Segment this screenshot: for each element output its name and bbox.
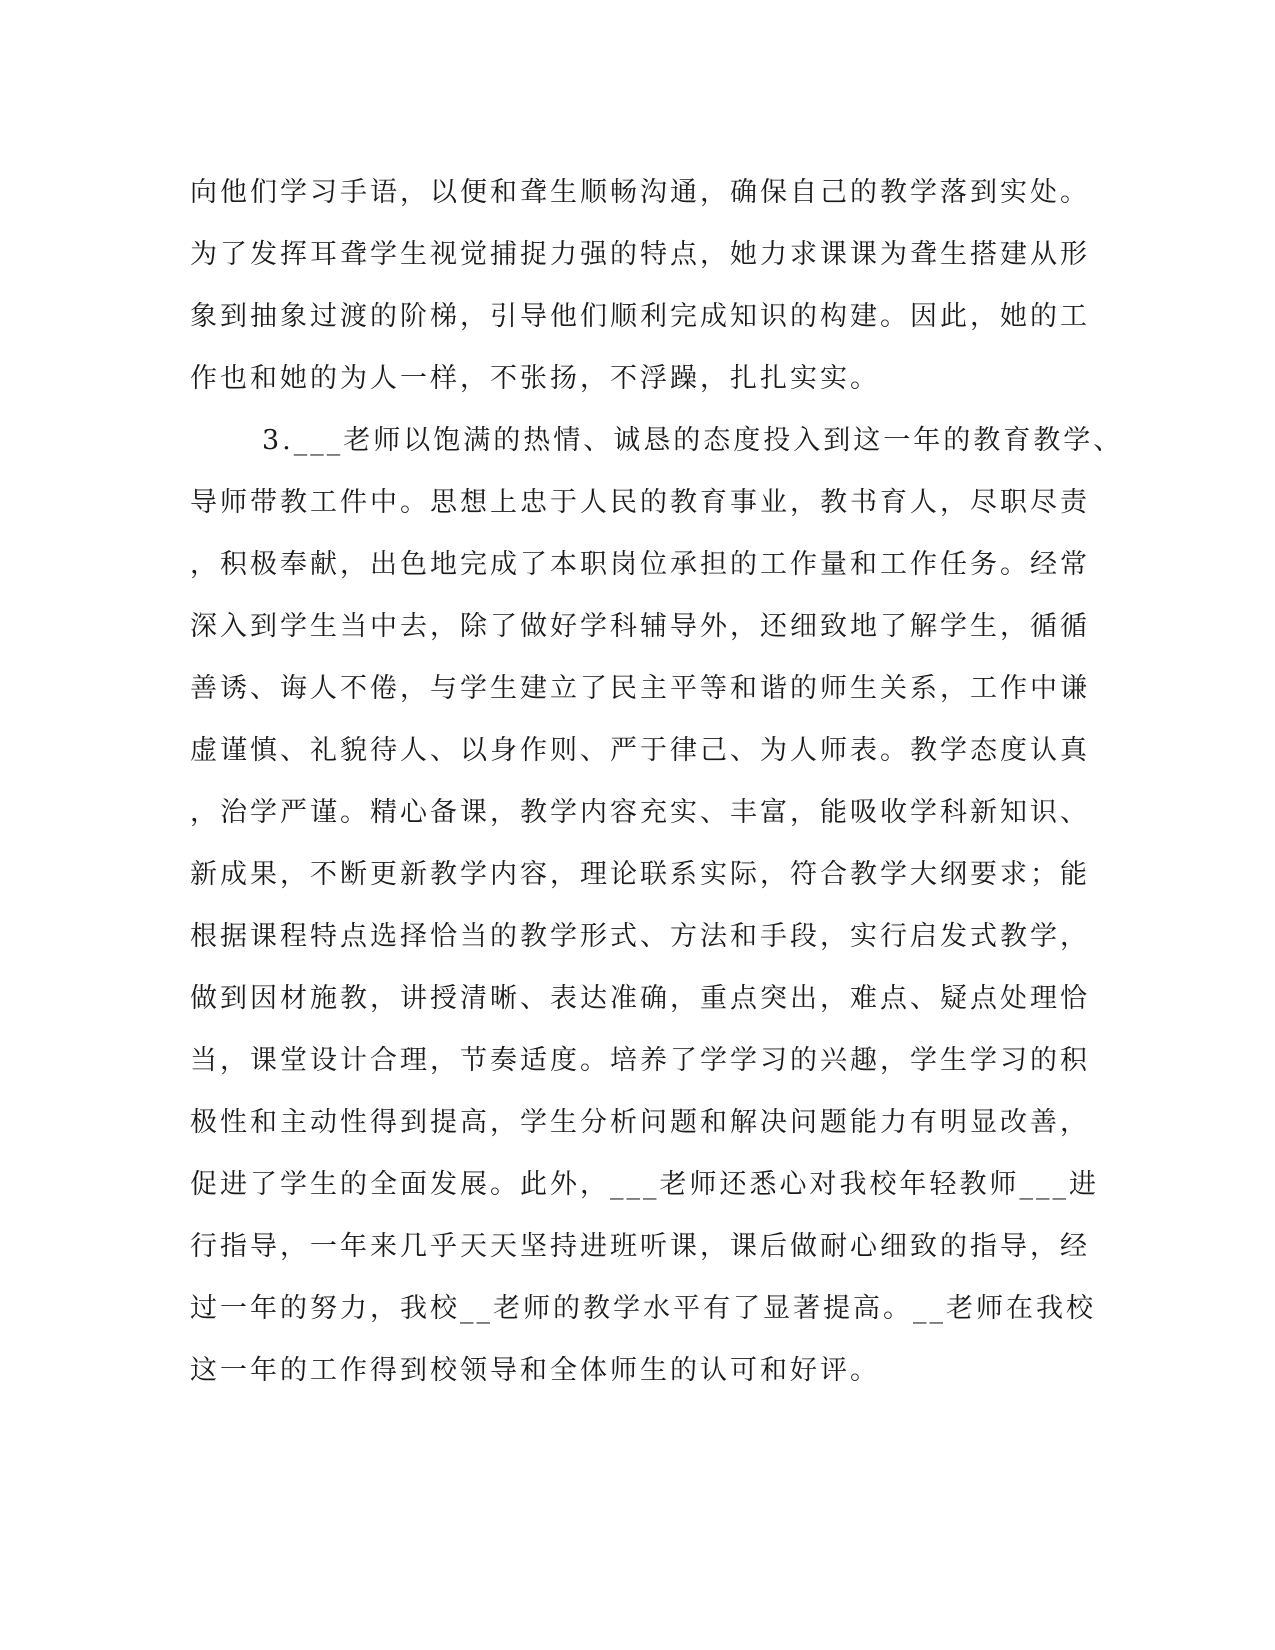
text-line: 根据课程特点选择恰当的教学形式、方法和手段，实行启发式教学， <box>190 921 1090 952</box>
text-line: 向他们学习手语，以便和聋生顺畅沟通，确保自己的教学落到实处。 <box>190 177 1090 208</box>
text-line: 当，课堂设计合理，节奏适度。培养了学学习的兴趣，学生学习的积 <box>190 1045 1090 1076</box>
text-line: 象到抽象过渡的阶梯，引导他们顺利完成知识的构建。因此，她的工 <box>190 301 1090 332</box>
text-line: 这一年的工作得到校领导和全体师生的认可和好评。 <box>190 1355 880 1386</box>
text-line: 做到因材施教，讲授清晰、表达准确，重点突出，难点、疑点处理恰 <box>190 983 1090 1014</box>
paragraph-start-line: 3.___老师以饱满的热情、诚恳的态度投入到这一年的教育教学、 <box>262 425 1124 456</box>
text-line: 虚谨慎、礼貌待人、以身作则、严于律己、为人师表。教学态度认真 <box>190 735 1090 766</box>
text-line: 极性和主动性得到提高，学生分析问题和解决问题能力有明显改善， <box>190 1107 1090 1138</box>
text-line: ，治学严谨。精心备课，教学内容充实、丰富，能吸收学科新知识、 <box>190 797 1090 828</box>
text-line: 善诱、诲人不倦，与学生建立了民主平等和谐的师生关系，工作中谦 <box>190 673 1090 704</box>
text-line: 作也和她的为人一样，不张扬，不浮躁，扎扎实实。 <box>190 363 880 394</box>
text-line: 促进了学生的全面发展。此外，___老师还悉心对我校年轻教师___进 <box>190 1169 1099 1200</box>
text-line: 行指导，一年来几乎天天坚持进班听课，课后做耐心细致的指导，经 <box>190 1231 1090 1262</box>
text-line: 过一年的努力，我校__老师的教学水平有了显著提高。__老师在我校 <box>190 1293 1096 1324</box>
text-line: 为了发挥耳聋学生视觉捕捉力强的特点，她力求课课为聋生搭建从形 <box>190 239 1090 270</box>
text-line: 导师带教工件中。思想上忠于人民的教育事业，教书育人，尽职尽责 <box>190 487 1090 518</box>
text-line: 深入到学生当中去，除了做好学科辅导外，还细致地了解学生，循循 <box>190 611 1090 642</box>
body-text <box>190 162 1124 1402</box>
text-line: ，积极奉献，出色地完成了本职岗位承担的工作量和工作任务。经常 <box>190 549 1090 580</box>
text-line: 新成果，不断更新教学内容，理论联系实际，符合教学大纲要求；能 <box>190 859 1090 890</box>
